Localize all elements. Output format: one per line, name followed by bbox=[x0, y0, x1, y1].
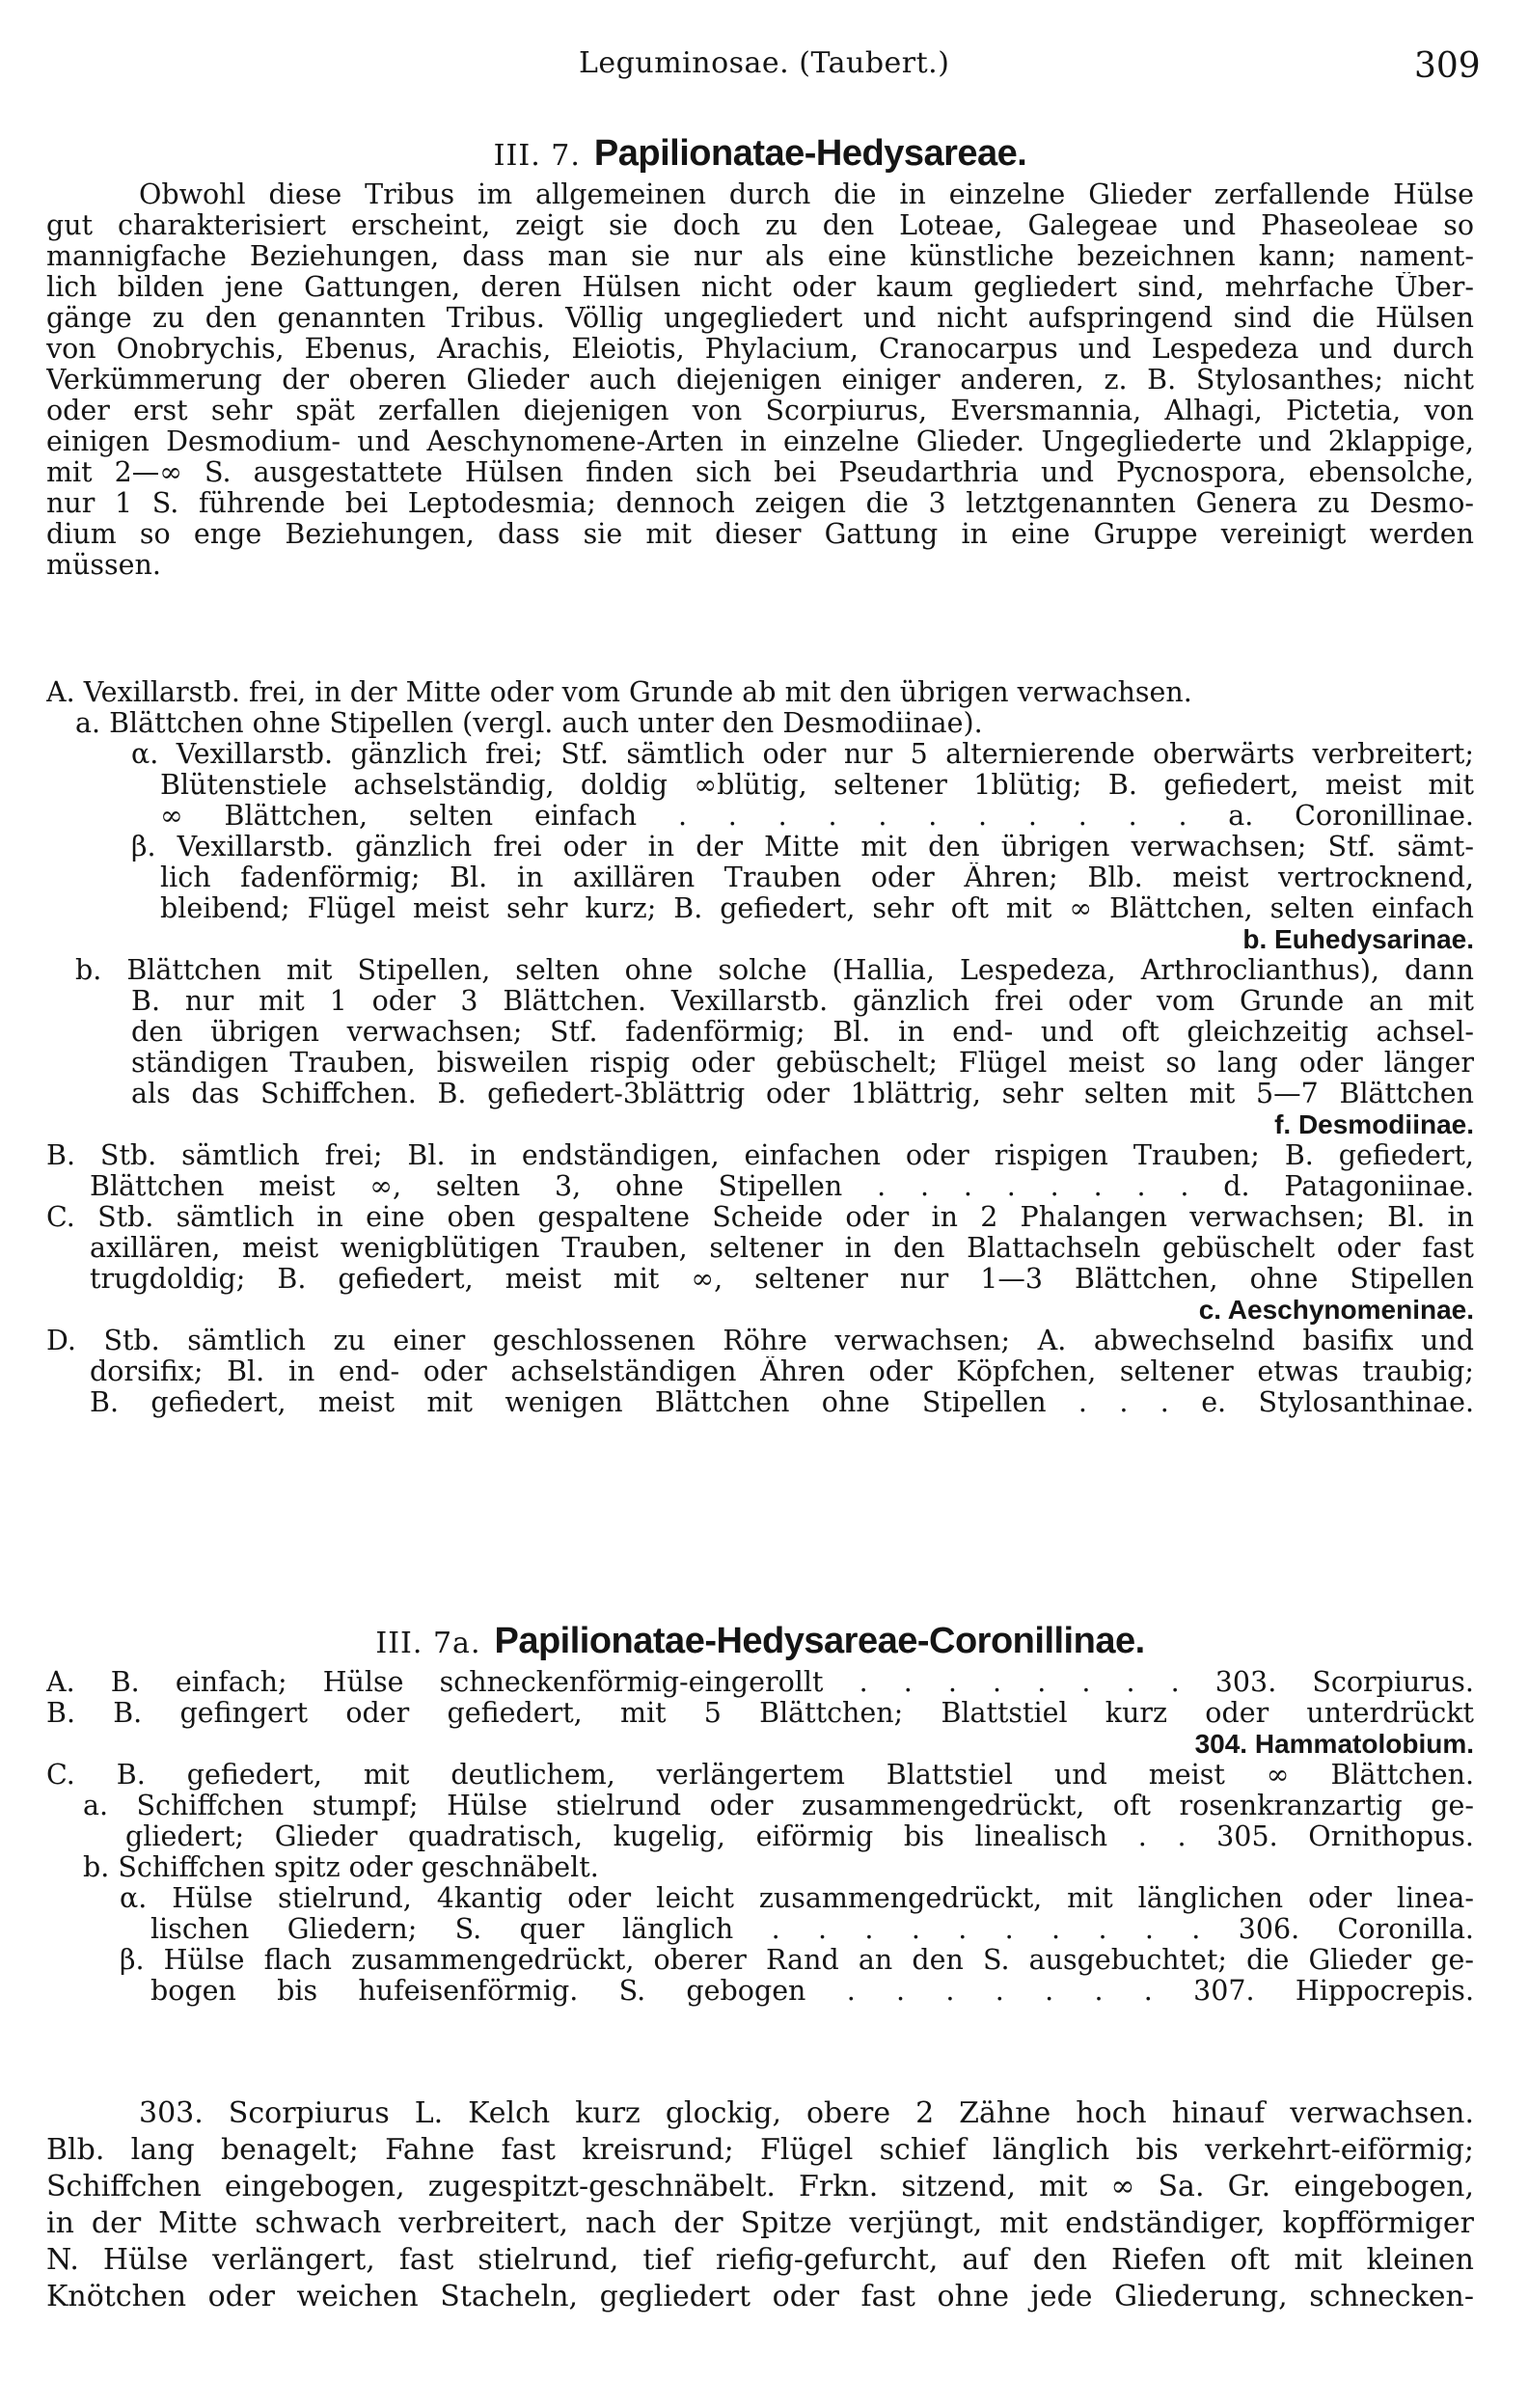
genus-line: 303. Scorpiurus L. Kelch kurz glockig, obere 2 Zähne hoch hinauf verwachsen. bbox=[139, 2096, 1474, 2130]
key-line: b. Schiffchen spitz oder geschnäbelt. bbox=[83, 1852, 599, 1883]
key-line: axillären, meist wenigblütigen Trauben, seltener in den Blattachseln gebüschelt oder fast bbox=[90, 1233, 1474, 1264]
intro-line: Obwohl diese Tribus im allgemeinen durch die in einzelne Glieder zerfallende Hülse bbox=[139, 179, 1474, 210]
key-result-label: b. Euhedysarinae. bbox=[1242, 924, 1474, 954]
genus-line: Blb. lang benagelt; Fahne fast kreisrund; Flügel schief länglich bis verkehrt-eiförmig; bbox=[46, 2133, 1474, 2167]
tribe-heading bbox=[46, 127, 1474, 179]
tribe-heading-number: III. 7. bbox=[493, 139, 581, 173]
subtribe-heading-title: Papilionatae-Hedysareae-Coronillinae. bbox=[494, 1621, 1145, 1661]
genus-line: in der Mitte schwach verbreitert, nach der Spitze verjüngt, mit endständiger, kopfförmiger bbox=[46, 2206, 1474, 2240]
intro-line: lich bilden jene Gattungen, deren Hülsen nicht oder kaum gegliedert sind, mehrfache Über- bbox=[46, 272, 1474, 303]
key-line: B. B. gefingert oder gefiedert, mit 5 Blättchen; Blattstiel kurz oder unterdrückt bbox=[46, 1698, 1474, 1729]
key-line: β. Vexillarstb. gänzlich frei oder in der Mitte mit den übrigen verwachsen; Stf. sämt- bbox=[131, 832, 1474, 862]
key-result-label: c. Aeschynomeninae. bbox=[1198, 1295, 1474, 1325]
key-line: β. Hülse flach zusammengedrückt, oberer Rand an den S. ausgebuchtet; die Glieder ge- bbox=[120, 1945, 1474, 1976]
key-line: den übrigen verwachsen; Stf. fadenförmig; Bl. in end- und oft gleichzeitig achsel- bbox=[131, 1017, 1474, 1048]
intro-line: Verkümmerung der oberen Glieder auch diejenigen einiger anderen, z. B. Stylosanthes; nicht bbox=[46, 365, 1474, 396]
genus-line: N. Hülse verlängert, fast stielrund, tief riefig-gefurcht, auf den Riefen oft mit kleinen bbox=[46, 2243, 1474, 2277]
subtribe-heading bbox=[46, 1615, 1474, 1667]
key-line: ∞ Blättchen, selten einfach . . . . . . . . . . . a. Coronillinae. bbox=[160, 801, 1474, 832]
key-result-label: f. Desmodiinae. bbox=[1274, 1109, 1474, 1139]
key-line: lischen Gliedern; S. quer länglich . . . . . . . . . . 306. Coronilla. bbox=[150, 1914, 1474, 1945]
intro-line: dium so enge Beziehungen, dass sie mit dieser Gattung in eine Gruppe vereinigt werden bbox=[46, 519, 1474, 550]
key-line: B. gefiedert, meist mit wenigen Blättchen ohne Stipellen . . . e. Stylosanthinae. bbox=[90, 1387, 1474, 1418]
running-head bbox=[0, 37, 1528, 104]
intro-line: mit 2—∞ S. ausgestattete Hülsen finden sich bei Pseudarthria und Pycnospora, ebensolche, bbox=[46, 457, 1474, 488]
tribe-heading-title: Papilionatae-Hedysareae. bbox=[593, 133, 1027, 174]
key-line: Blütenstiele achselständig, doldig ∞blütig, seltener 1blütig; B. gefiedert, meist mit bbox=[160, 770, 1474, 801]
key-line: A. B. einfach; Hülse schneckenförmig-eingerollt . . . . . . . . 303. Scorpiurus. bbox=[46, 1667, 1474, 1698]
key-line: C. B. gefiedert, mit deutlichem, verlängertem Blattstiel und meist ∞ Blättchen. bbox=[46, 1760, 1474, 1791]
key-line: trugdoldig; B. gefiedert, meist mit ∞, seltener nur 1—3 Blättchen, ohne Stipellen bbox=[90, 1264, 1474, 1295]
intro-line: gänge zu den genannten Tribus. Völlig ungegliedert und nicht aufspringend sind die Hülsen bbox=[46, 303, 1474, 334]
intro-line: oder erst sehr spät zerfallen diejenigen von Scorpiurus, Eversmannia, Alhagi, Pictetia, von bbox=[46, 396, 1474, 426]
key-result bbox=[46, 924, 1474, 955]
key-line: bogen bis hufeisenförmig. S. gebogen . . . . . . . 307. Hippocrepis. bbox=[150, 1976, 1474, 2007]
key-line: ständigen Trauben, bisweilen rispig oder gebüschelt; Flügel meist so lang oder länger bbox=[131, 1048, 1474, 1079]
key-result-label: 304. Hammatolobium. bbox=[1194, 1729, 1474, 1759]
tribe-section bbox=[46, 127, 1474, 581]
key-line: A. Vexillarstb. frei, in der Mitte oder vom Grunde ab mit den übrigen verwachsen. bbox=[46, 677, 1192, 708]
key-line: gliedert; Glieder quadratisch, kugelig, eiförmig bis linealisch . . 305. Ornithopus. bbox=[125, 1821, 1474, 1852]
running-head-title: Leguminosae. (Taubert.) bbox=[579, 46, 950, 80]
key-result bbox=[46, 1729, 1474, 1760]
intro-line: von Onobrychis, Ebenus, Arachis, Eleiotis, Phylacium, Cranocarpus und Lespedeza und durch bbox=[46, 334, 1474, 365]
coronillinae-section bbox=[46, 1615, 1474, 2007]
key-line: α. Vexillarstb. gänzlich frei; Stf. sämtlich oder nur 5 alternierende oberwärts verbreitert; bbox=[131, 739, 1474, 770]
key-line: Blättchen meist ∞, selten 3, ohne Stipellen . . . . . . . . d. Patagoniinae. bbox=[90, 1171, 1474, 1202]
intro-line: einigen Desmodium- und Aeschynomene-Arten in einzelne Glieder. Ungegliederte und 2klappige, bbox=[46, 426, 1474, 457]
intro-line: mannigfache Beziehungen, dass man sie nur als eine künstliche bezeichnen kann; nament- bbox=[46, 241, 1474, 272]
intro-line: nur 1 S. führende bei Leptodesmia; dennoch zeigen die 3 letztgenannten Genera zu Desmo- bbox=[46, 488, 1474, 519]
key-line: a. Blättchen ohne Stipellen (vergl. auch unter den Desmodiinae). bbox=[75, 708, 983, 739]
key-line: D. Stb. sämtlich zu einer geschlossenen Röhre verwachsen; A. abwechselnd basifix und bbox=[46, 1326, 1474, 1356]
genus-description bbox=[46, 2095, 1474, 2315]
intro-line: gut charakterisiert erscheint, zeigt sie doch zu den Loteae, Galegeae und Phaseoleae so bbox=[46, 210, 1474, 241]
key-line: a. Schiffchen stumpf; Hülse stielrund oder zusammengedrückt, oft rosenkranzartig ge- bbox=[83, 1791, 1474, 1821]
key-line: B. nur mit 1 oder 3 Blättchen. Vexillarstb. gänzlich frei oder vom Grunde an mit bbox=[131, 986, 1474, 1017]
key-line: dorsifix; Bl. in end- oder achselständigen Ähren oder Köpfchen, seltener etwas traubig; bbox=[90, 1356, 1474, 1387]
key-result bbox=[46, 1109, 1474, 1140]
subtribe-heading-number: III. 7a. bbox=[375, 1627, 481, 1660]
genus-line: Schiffchen eingebogen, zugespitzt-geschnäbelt. Frkn. sitzend, mit ∞ Sa. Gr. eingebogen, bbox=[46, 2170, 1474, 2203]
key-line: C. Stb. sämtlich in eine oben gespaltene Scheide oder in 2 Phalangen verwachsen; Bl. in bbox=[46, 1202, 1474, 1233]
page-number: 309 bbox=[1414, 46, 1481, 86]
intro-line: müssen. bbox=[46, 550, 161, 581]
key-line: bleibend; Flügel meist sehr kurz; B. gefiedert, sehr oft mit ∞ Blättchen, selten einfach bbox=[160, 893, 1474, 924]
key-line: B. Stb. sämtlich frei; Bl. in endständigen, einfachen oder rispigen Trauben; B. gefiedert, bbox=[46, 1140, 1474, 1171]
key-result bbox=[46, 1295, 1474, 1326]
key-line: b. Blättchen mit Stipellen, selten ohne solche (Hallia, Lespedeza, Arthroclianthus), dann bbox=[75, 955, 1474, 986]
genus-line: Knötchen oder weichen Stacheln, gegliedert oder fast ohne jede Gliederung, schnecken- bbox=[46, 2280, 1474, 2313]
key-line: als das Schiffchen. B. gefiedert-3blättrig oder 1blättrig, sehr selten mit 5—7 Blättchen bbox=[131, 1079, 1474, 1109]
key-line: α. Hülse stielrund, 4kantig oder leicht zusammengedrückt, mit länglichen oder linea- bbox=[120, 1883, 1474, 1914]
subtribe-key bbox=[46, 677, 1474, 1418]
key-line: lich fadenförmig; Bl. in axillären Trauben oder Ähren; Blb. meist vertrocknend, bbox=[160, 862, 1474, 893]
